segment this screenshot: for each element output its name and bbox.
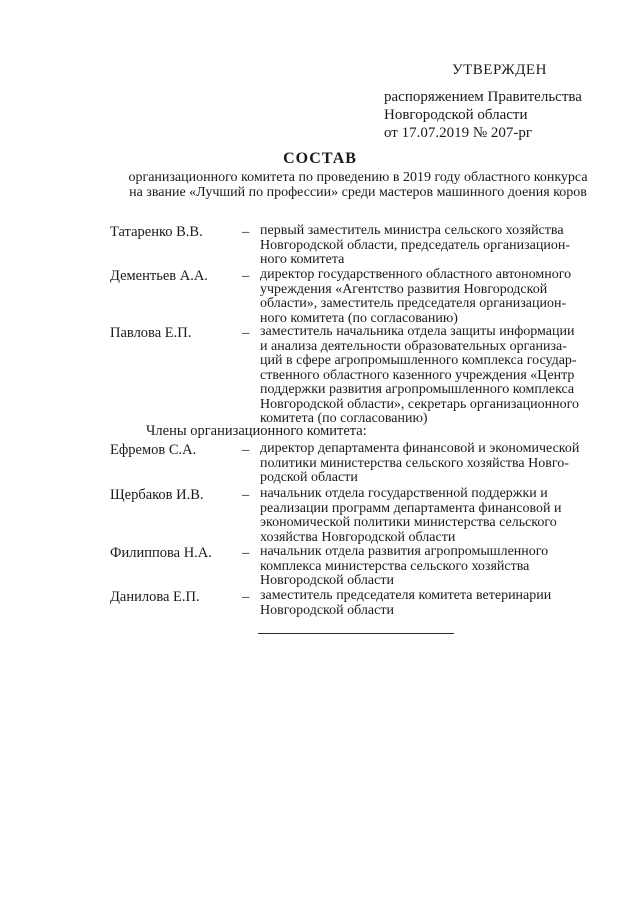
approval-line: от 17.07.2019 № 207-рг bbox=[384, 125, 533, 141]
member-role bbox=[260, 487, 610, 545]
dash-separator: – bbox=[242, 325, 250, 341]
dash-separator: – bbox=[242, 487, 250, 503]
role-line: директор государственного областного автономного bbox=[260, 267, 572, 282]
dash-separator: – bbox=[242, 442, 250, 458]
role-line: ций в сфере агропромышленного комплекса государ- bbox=[260, 353, 577, 368]
member-role bbox=[260, 589, 610, 618]
document-subtitle bbox=[108, 170, 608, 200]
member-name: Павлова Е.П. bbox=[110, 325, 192, 341]
member-name: Татаренко В.В. bbox=[110, 224, 203, 240]
member-name: Филиппова Н.А. bbox=[110, 545, 212, 561]
role-line: политики министерства сельского хозяйства Новго- bbox=[260, 455, 569, 471]
member-name: Щербаков И.В. bbox=[110, 487, 204, 503]
subtitle-line: организационного комитета по проведению в 2019 году областного конкурса bbox=[128, 170, 588, 185]
member-name: Ефремов С.А. bbox=[110, 442, 197, 458]
member-role bbox=[260, 325, 610, 427]
member-name: Данилова Е.П. bbox=[110, 589, 200, 605]
role-line: ного комитета bbox=[260, 252, 345, 267]
role-line: ного комитета (по согласованию) bbox=[260, 310, 458, 326]
role-line: родской области bbox=[260, 470, 358, 485]
role-line: комплекса министерства сельского хозяйства bbox=[260, 558, 530, 574]
subtitle-line: на звание «Лучший по профессии» среди мастеров машинного доения коров bbox=[129, 185, 587, 200]
role-line: начальник отдела государственной поддержки и bbox=[260, 486, 548, 501]
approval-reference bbox=[384, 88, 624, 142]
role-line: директор департамента финансовой и экономической bbox=[260, 441, 580, 456]
role-line: хозяйства Новгородской области bbox=[260, 529, 456, 545]
closing-rule bbox=[258, 633, 454, 634]
member-name: Дементьев А.А. bbox=[110, 268, 208, 284]
document-title: СОСТАВ bbox=[283, 150, 357, 167]
approval-line: Новгородской области bbox=[384, 107, 528, 123]
dash-separator: – bbox=[242, 268, 250, 284]
role-line: области», заместитель председателя организацион- bbox=[260, 296, 567, 311]
role-line: учреждения «Агентство развития Новгородской bbox=[260, 281, 548, 297]
role-line: комитета (по согласованию) bbox=[260, 411, 428, 426]
member-role bbox=[260, 545, 610, 589]
role-line: заместитель председателя комитета ветеринарии bbox=[260, 588, 552, 603]
dash-separator: – bbox=[242, 545, 250, 561]
approval-stamp-title: УТВЕРЖДЕН bbox=[452, 62, 547, 78]
member-role bbox=[260, 268, 610, 326]
role-line: Новгородской области, председатель организацион- bbox=[260, 237, 570, 253]
role-line: поддержки развития агропромышленного комплекса bbox=[260, 382, 575, 397]
role-line: экономической политики министерства сельского bbox=[260, 515, 557, 530]
role-line: ственного областного казенного учреждения «Центр bbox=[260, 367, 575, 383]
dash-separator: – bbox=[242, 589, 250, 605]
role-line: Новгородской области», секретарь организационного bbox=[260, 396, 579, 412]
approval-line: распоряжением Правительства bbox=[384, 89, 582, 105]
role-line: Новгородской области bbox=[260, 602, 394, 618]
role-line: Новгородской области bbox=[260, 573, 394, 588]
role-line: реализации программ департамента финансовой и bbox=[260, 500, 562, 516]
dash-separator: – bbox=[242, 224, 250, 240]
members-section-label: Члены организационного комитета: bbox=[146, 423, 367, 439]
role-line: первый заместитель министра сельского хозяйства bbox=[260, 223, 564, 238]
role-line: начальник отдела развития агропромышленного bbox=[260, 544, 549, 559]
role-line: заместитель начальника отдела защиты информации bbox=[260, 324, 575, 339]
role-line: и анализа деятельности образовательных организа- bbox=[260, 338, 567, 354]
member-role bbox=[260, 442, 610, 486]
member-role bbox=[260, 224, 610, 268]
